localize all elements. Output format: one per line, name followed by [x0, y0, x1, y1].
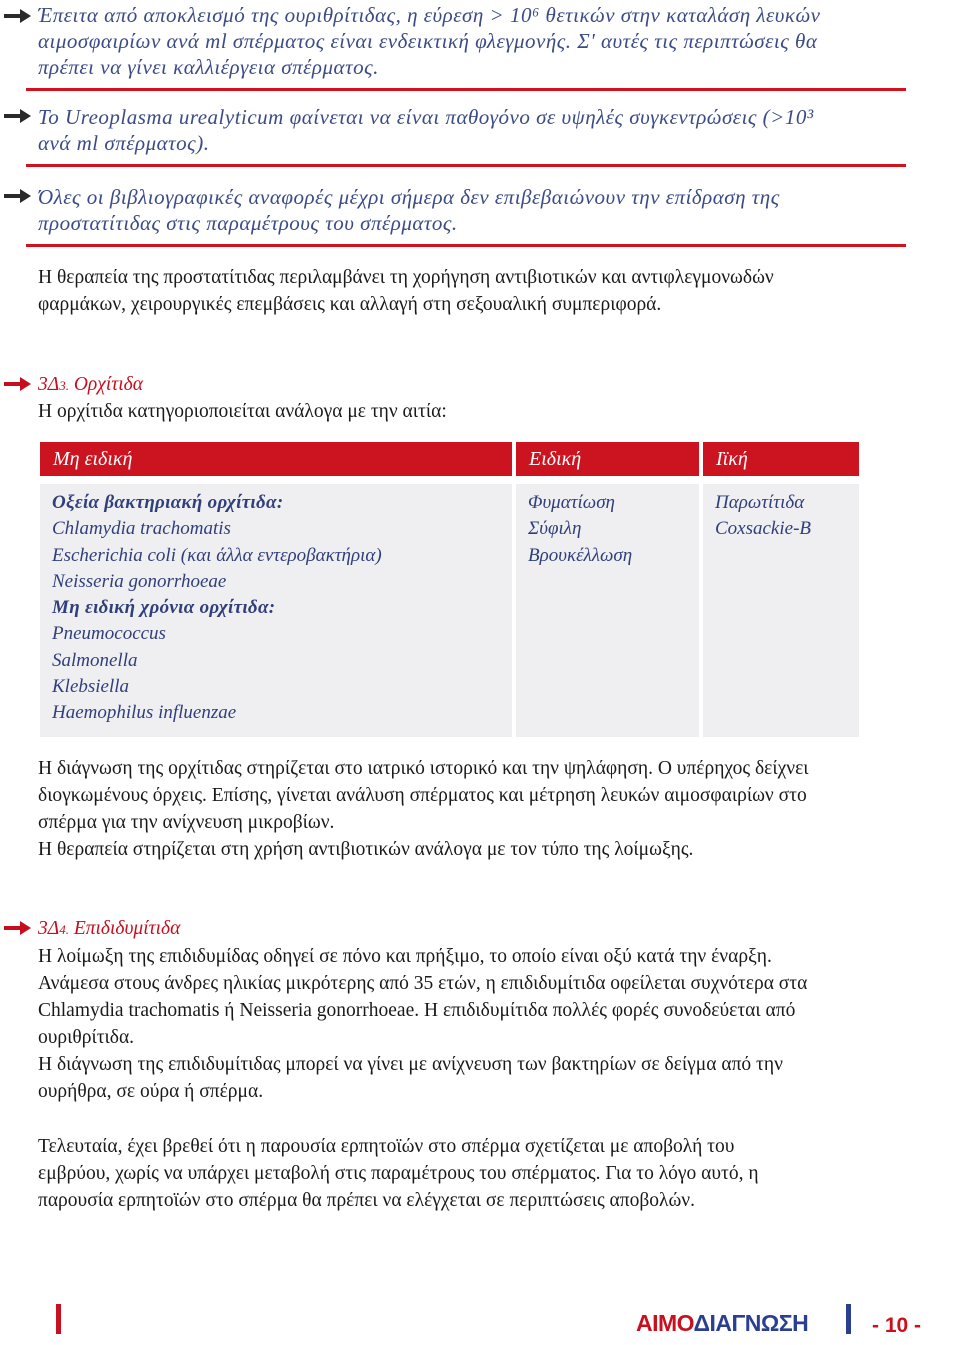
arrow-right-icon: [0, 916, 34, 940]
table-cell-viral: [703, 484, 859, 737]
table-cell-specific: [516, 484, 703, 737]
footer-bar-right: [846, 1304, 851, 1334]
list-item: Βρουκέλλωση: [528, 544, 633, 566]
prostatitis-treatment: Η θεραπεία της προστατίτιδας περιλαμβάνει τη χορήγηση αντιβιοτικών και αντιφλεγμονωδών φαρμάκων, χειρουργικές επεμβάσεις και αλλαγή στη σεξουαλική συμπεριφορά.: [38, 267, 774, 315]
list-item: Pneumococcus: [52, 623, 166, 645]
logo-part-2: ΔΙΑΓΝΩΣΗ: [693, 1310, 809, 1336]
divider: [26, 244, 906, 247]
divider: [26, 88, 906, 91]
brand-logo: [636, 1310, 808, 1337]
orchitis-diagnosis: Η διάγνωση της ορχίτιδας στηρίζεται στο ιατρικό ιστορικό και την ψηλάφηση. Ο υπέρηχος δείχνει διογκωμένους όρχεις. Επίσης, γίνεται ανάλυση σπέρματος και μέτρηση λευκών αιμοσφαιρίων στο σπέρμα για την ανίχνευση μικροβίων.: [38, 758, 809, 833]
bullet-1: [38, 2, 838, 80]
list-item: Μη ειδική χρόνια ορχίτιδα:: [52, 597, 276, 619]
section-number-sub: 4.: [59, 922, 69, 937]
bullet-3: [38, 184, 838, 236]
list-item: Haemophilus influenzae: [52, 702, 237, 724]
section-number-sub: 3.: [59, 378, 69, 393]
list-item: Φυματίωση: [528, 492, 615, 513]
orchitis-intro: Η ορχίτιδα κατηγοριοποιείται ανάλογα με την αιτία:: [38, 401, 447, 422]
bullet-1-text: Έπειτα από αποκλεισμό της ουριθρίτιδας, η εύρεση > 10⁶ θετικών στην καταλάση λευκών αιμοσφαιρίων ανά ml σπέρματος είναι ενδεικτική φλεγμονής. Σ' αυτές τις περιπτώσεις θα πρέπει να γίνει καλλιέργεια σπέρματος.: [38, 3, 821, 79]
list-item: Klebsiella: [52, 676, 130, 698]
list-item: Οξεία βακτηριακή ορχίτιδα:: [52, 492, 284, 513]
orchitis-treatment: Η θεραπεία στηρίζεται στη χρήση αντιβιοτικών ανάλογα με τον τύπο της λοίμωξης.: [38, 839, 694, 860]
arrow-right-icon: [0, 104, 34, 128]
list-item: Escherichia coli (και άλλα εντεροβακτήρια): [52, 544, 382, 566]
arrow-right-icon: [0, 372, 34, 396]
section-heading-epididymitis: [38, 917, 838, 942]
section-number: 3Δ: [38, 374, 60, 395]
list-item: Chlamydia trachomatis: [52, 518, 231, 540]
table-header-nonspecific: Μη ειδική: [40, 442, 516, 476]
section-title: Ορχίτιδα: [73, 374, 143, 395]
closing-paragraph: Τελευταία, έχει βρεθεί ότι η παρουσία ερπητοϊών στο σπέρμα σχετίζεται με αποβολή του εμβρύου, χωρίς να υπάρχει μεταβολή στις παραμέτρους του σπέρματος. Για το λόγο αυτό, η παρουσία ερπητοϊών στο σπέρμα θα πρέπει να ελέγχεται σε περιπτώσεις αποβολών.: [38, 1136, 759, 1211]
footer-bar-left: [56, 1304, 61, 1334]
bullet-3-text: Όλες οι βιβλιογραφικές αναφορές μέχρι σήμερα δεν επιβεβαιώνουν την επίδραση της προστατίτιδας στις παραμέτρους του σπέρματος.: [38, 185, 780, 235]
section-number: 3Δ: [38, 918, 60, 939]
arrow-right-icon: [0, 4, 34, 28]
section-title: Επιδιδυμίτιδα: [73, 918, 181, 939]
page-number: - 10 -: [872, 1314, 922, 1337]
section-heading-orchitis: [38, 373, 838, 398]
bullet-2: [38, 104, 838, 156]
table-cell-nonspecific: [40, 484, 516, 737]
epididymitis-text-2: Η διάγνωση της επιδιδυμίτιδας μπορεί να γίνει με ανίχνευση των βακτηρίων σε δείγμα από την ουρήθρα, σε ούρα ή σπέρμα.: [38, 1054, 783, 1102]
table-header-specific: Ειδική: [516, 442, 703, 476]
table-header-viral: Ιϊκή: [703, 442, 859, 476]
orchitis-table: [40, 442, 859, 737]
logo-part-1: ΑΙΜΟ: [636, 1310, 694, 1336]
divider: [26, 164, 906, 167]
epididymitis-text-1: Η λοίμωξη της επιδιδυμίδας οδηγεί σε πόνο και πρήξιμο, το οποίο είναι οξύ κατά την έναρξη. Ανάμεσα στους άνδρες ηλικίας μικρότερης από 35 ετών, η επιδιδυμίτιδα οφείλεται συχνότερα στα Chlamydia trachomatis ή Neisseria gonorrhoeae. Η επιδιδυμίτιδα πολλές φορές συνοδεύεται από ουριθρίτιδα.: [38, 946, 808, 1048]
arrow-right-icon: [0, 184, 34, 208]
list-item: Neisseria gonorrhoeae: [52, 570, 227, 592]
list-item: Σύφιλη: [528, 518, 582, 540]
list-item: Παρωτίτιδα: [715, 492, 805, 513]
bullet-2-text: Το Ureoplasma urealyticum φαίνεται να είναι παθογόνο σε υψηλές συγκεντρώσεις (>10³ ανά ml σπέρματος).: [38, 105, 814, 155]
list-item: Coxsackie-B: [715, 518, 812, 540]
list-item: Salmonella: [52, 649, 138, 671]
